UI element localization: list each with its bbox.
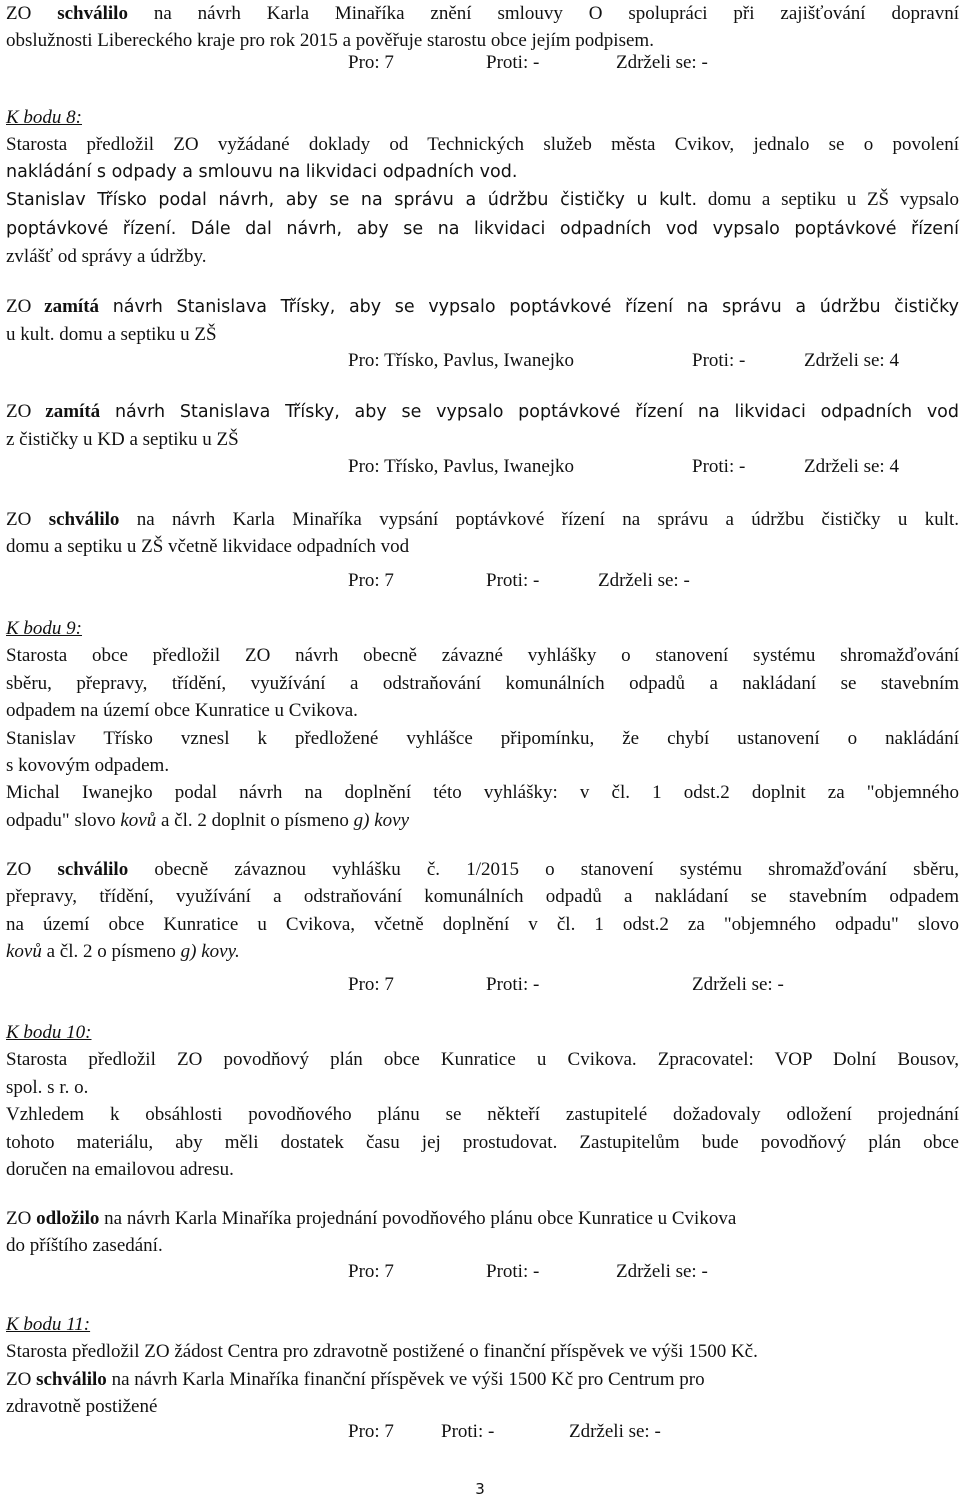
resolution-verb: schválilo [48,509,120,530]
text-line: s kovovým odpadem. [6,755,170,777]
resolution-reject-1 [6,293,959,349]
vote-for: Pro: 7 [348,1421,394,1442]
text-line: Starosta předložil ZO povodňový plán obce Kunratice u Cvikova. Zpracovatel: VOP Dolní Bousov, [6,1049,959,1071]
text-line: Starosta předložil ZO vyžádané doklady od Technických služeb města Cvikov, jednalo se o povolení [6,134,959,156]
text-line: ZO schválilo obecně závaznou vyhlášku č. 1/2015 o stanovení systému shromažďování sběru, [6,859,960,880]
text-line: ZO schválilo na návrh Karla Minaříka znění smlouvy O spolupráci při zajišťování dopravní [6,3,959,24]
vote-for: Pro: 7 [348,52,394,73]
vote-result [0,971,960,998]
resolution-verb: odložilo [36,1208,100,1229]
text-line: Michal Iwanejko podal návrh na doplnění této vyhlášky: v čl. 1 odst.2 doplnit za "objemného [6,782,959,804]
text-line: zvlášť od správy a údržby. [6,246,207,268]
section-bod-10 [6,1019,959,1183]
vote-for: Pro: 7 [348,570,394,591]
section-heading: K bodu 8: [6,107,82,128]
resolution-transport [6,0,959,55]
text-line: odpadu" slovo kovů a čl. 2 doplnit o písmeno g) kovy [6,809,410,831]
text-line: sběru, přepravy, třídění, využívání a odstraňování komunálních odpadů a nakládaní se stavebním [6,672,959,694]
vote-result [0,567,960,594]
text-line: ZO schválilo na návrh Karla Minaříka vypsání poptávkové řízení na správu a údržbu čističky u kult. [6,509,960,530]
text-line: u kult. domu a septiku u ZŠ [6,324,217,346]
resolution-verb: schválilo [36,1368,107,1390]
text-line: z čističky u KD a septiku u ZŠ [6,429,239,451]
text-line: poptávkové řízení. Dále dal návrh, aby se na likvidaci odpadních vod vypsalo poptávkové řízení [6,218,960,239]
text-line: domu a septiku u ZŠ včetně likvidace odpadních vod [6,536,410,558]
vote-result [0,1258,960,1285]
text-line: Starosta předložil ZO žádost Centra pro zdravotně postižené o finanční příspěvek ve výši 1500 Kč. [6,1341,758,1363]
text-line: Vzhledem k obsáhlosti povodňového plánu se někteří zastupitelé dožadovaly odložení projednání [6,1104,959,1126]
text-line: zdravotně postižené [6,1396,158,1418]
vote-against: Proti: - [486,974,540,995]
resolution-verb: zamítá [45,401,101,422]
vote-abstain: Zdrželi se: 4 [804,350,899,371]
section-heading: K bodu 9: [6,618,82,639]
vote-for: Pro: Třísko, Pavlus, Iwanejko [348,350,575,371]
resolution-approve-ordinance [6,856,959,966]
vote-abstain: Zdrželi se: - [569,1421,661,1442]
vote-abstain: Zdrželi se: - [616,52,708,73]
vote-for: Pro: 7 [348,1261,394,1282]
vote-for: Pro: 7 [348,974,394,995]
text-line: obslužnosti Libereckého kraje pro rok 2015 a pověřuje starostu obce jejím podpisem. [6,30,654,52]
vote-against: Proti: - [441,1421,495,1442]
resolution-postpone [6,1205,959,1260]
section-bod-11 [6,1311,959,1421]
vote-against: Proti: - [692,350,746,371]
resolution-verb: zamítá [44,296,100,317]
section-bod-8 [6,104,959,270]
resolution-verb: schválilo [57,3,128,24]
vote-against: Proti: - [486,52,540,73]
resolution-reject-2 [6,398,959,454]
text-line: ZO zamítá návrh Stanislava Třísky, aby se vypsalo poptávkové řízení na likvidaci odpadních vod [6,401,959,422]
text-line: ZO zamítá návrh Stanislava Třísky, aby se vypsalo poptávkové řízení na správu a údržbu čističky [6,296,959,317]
vote-result [0,1418,960,1445]
text-line: nakládání s odpady a smlouvu na likvidaci odpadních vod. [6,161,518,182]
resolution-approve-tender [6,506,959,561]
vote-for: Pro: Třísko, Pavlus, Iwanejko [348,456,575,477]
text-line: spol. s r. o. [6,1076,89,1098]
text-line: odpadem na území obce Kunratice u Cvikova. [6,700,358,722]
resolution-verb: schválilo [57,859,129,880]
vote-result [0,347,960,374]
text-line: na území obce Kunratice u Cvikova, včetně doplnění v čl. 1 odst.2 za "objemného odpadu" slovo [6,913,959,935]
vote-abstain: Zdrželi se: 4 [804,456,899,477]
vote-against: Proti: - [486,570,540,591]
page-number: 3 [475,1480,485,1498]
vote-abstain: Zdrželi se: - [598,570,690,591]
text-line: přepravy, třídění, využívání a odstraňování komunálních odpadů a nakládaní se stavebním odpadem [6,886,959,908]
text-line: Stanislav Třísko vznesl k předložené vyhlášce připomínku, že chybí ustanovení o nakládání [6,727,959,749]
section-heading: K bodu 11: [6,1314,91,1335]
vote-abstain: Zdrželi se: - [692,974,784,995]
vote-abstain: Zdrželi se: - [616,1261,708,1282]
text-line: tohoto materiálu, aby měli dostatek času jej prostudovat. Zastupitelům bude povodňový plán obce [6,1131,959,1153]
vote-result [0,49,960,76]
section-heading: K bodu 10: [6,1022,92,1043]
text-line: ZO schválilo na návrh Karla Minaříka finanční příspěvek ve výši 1500 Kč pro Centrum pro [6,1368,705,1390]
text-line: do příštího zasedání. [6,1235,163,1257]
text-line: doručen na emailovou adresu. [6,1159,234,1181]
text-line: Starosta obce předložil ZO návrh obecně závazné vyhlášky o stanovení systému shromažďování [6,645,959,667]
text-line: ZO odložilo na návrh Karla Minaříka projednání povodňového plánu obce Kunratice u Cvikova [6,1208,737,1229]
vote-against: Proti: - [486,1261,540,1282]
text-line: kovů a čl. 2 o písmeno g) kovy. [6,941,240,963]
vote-result [0,453,960,480]
text-line: Stanislav Třísko podal návrh, aby se na správu a údržbu čističky u kult. domu a septiku u ZŠ vypsalo [6,189,959,211]
vote-against: Proti: - [692,456,746,477]
section-bod-9 [6,615,959,834]
